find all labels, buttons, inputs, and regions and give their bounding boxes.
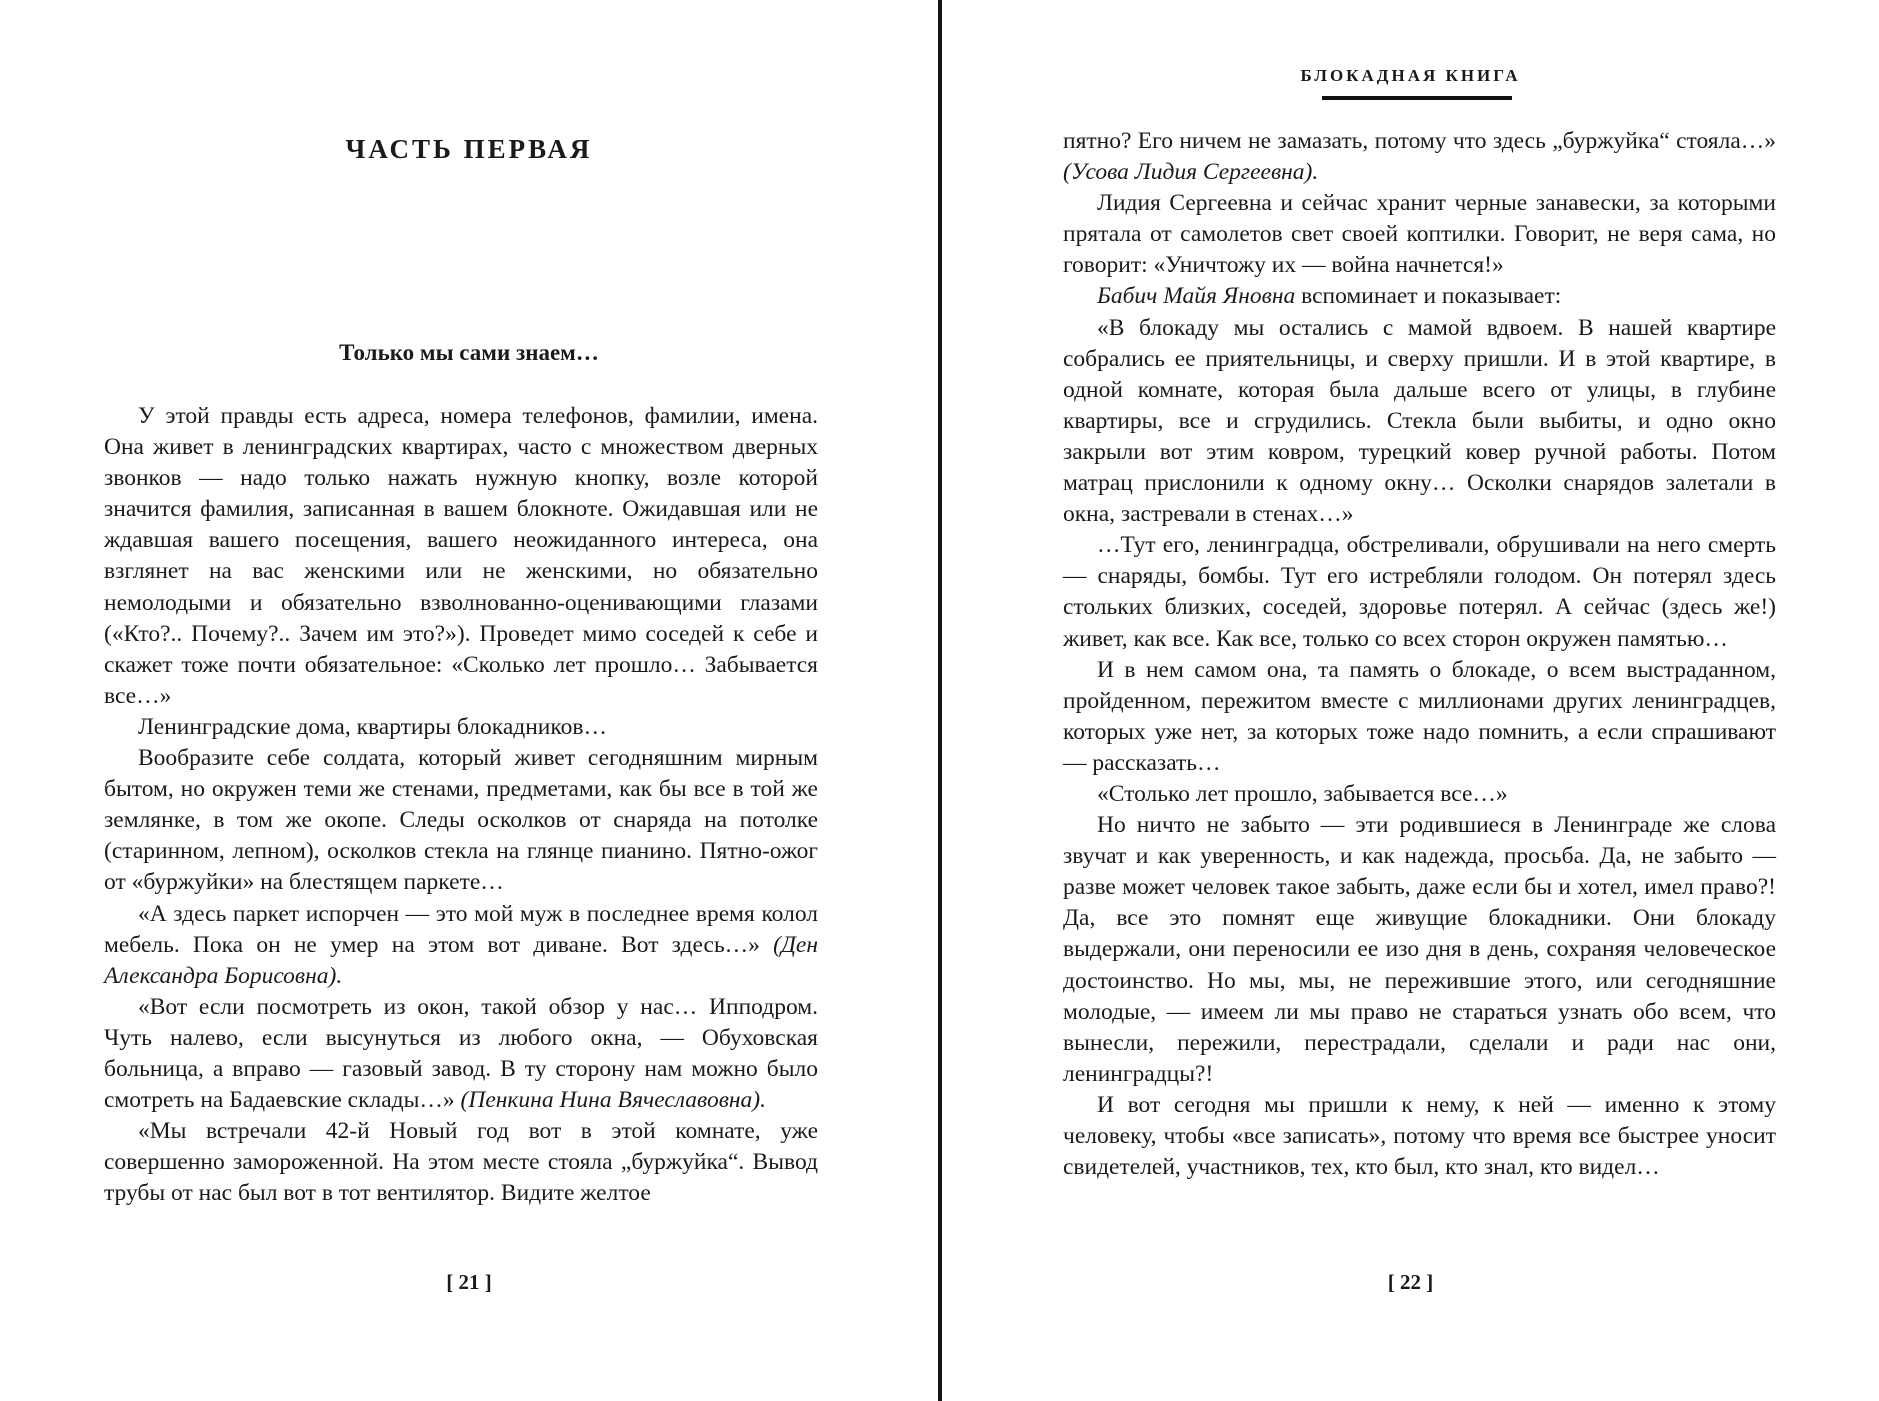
paragraph-text: «В блокаду мы остались с мамой вдвоем. В нашей квартире собрались ее приятельницы, и сверху пришли. И в этой квартире, в одной комнате, которая была дальше всего от улицы, в глубине квартиры, все и сгрудились. Стекла были выбиты, и одно окно закрыли вот этим ковром, турецкий ковер ручной работы. Потом матрац прислонили к одному окну… Осколки снарядов залетали в окна, застревали в стенах…» [1063,314,1776,528]
paragraph [1063,810,1776,1090]
running-head-rule [1322,96,1512,100]
paragraph [104,401,818,712]
attribution: (Пенкина Нина Вячеславовна). [460,1087,767,1114]
paragraph-text: «Вот если посмотреть из окон, такой обзор у нас… Ипподром. Чуть налево, если высунуться из любого окна, — Обуховская больница, а вправо — газовый завод. В ту сторону нам можно было смотреть на Бадаевские склады…» [104,993,818,1114]
paragraph-text: Но ничто не забыто — эти родившиеся в Ленинграде же слова звучат и как уверенность, и как надежда, просьба. Да, не забыто — разве может человек такое забыть, даже если бы и хотел, имел право?! Да, все это помнят еще живущие блокадники. Они блокаду выдержали, они переносили ее изо дня в день, сохраняя человеческое достоинство. Но мы, мы, не пережившие этого, или сегодняшние молодые, — имеем ли мы право не стараться узнать обо всем, что вынесли, пережили, перестрадали, сделали и ради нас они, ленинградцы?! [1063,812,1776,1087]
paragraph [104,1116,818,1209]
paragraph [1063,1090,1776,1183]
paragraph-text: …Тут его, ленинградца, обстреливали, обрушивали на него смерть — снаряды, бомбы. Тут его истребляли голодом. Он потерял здесь стольких близких, соседей, здоровье потерял. А сейчас (здесь же!) живет, как все. Как все, только со всех сторон окружен памятью… [1063,532,1776,652]
page-number-right: [ 22 ] [1387,1270,1434,1294]
italic-name: Бабич Майя Яновна [1097,283,1296,310]
paragraph-text: Ленинградские дома, квартиры блокадников… [138,713,607,740]
paragraph [1063,779,1776,810]
paragraph [1063,126,1776,188]
paragraph [104,743,818,898]
attribution: (Ден Александра Борисовна). [104,931,818,989]
right-page-body [1063,126,1776,1183]
left-page-body [104,401,818,1209]
paragraph [1063,281,1776,312]
attribution: (Усова Лидия Сергеевна). [1063,159,1319,186]
paragraph [1063,655,1776,779]
paragraph-text: «Столько лет прошло, забывается все…» [1097,780,1508,807]
paragraph [104,992,818,1116]
paragraph [104,899,818,992]
chapter-title: Только мы сами знаем… [339,340,599,365]
paragraph-text: И в нем самом она, та память о блокаде, о всем выстраданном, пройденном, пережитом вместе с миллионами других ленинградцев, которых уже нет, за которых тоже надо помнить, а если спрашивают — рассказать… [1063,656,1776,776]
paragraph-text: У этой правды есть адреса, номера телефонов, фамилии, имена. Она живет в ленинградских квартирах, часто с множеством дверных звонков — надо только нажать нужную кнопку, возле которой значится фамилия, записанная в вашем блокноте. Ожидавшая или не ждавшая вашего посещения, вашего неожиданного интереса, она взглянет на вас женскими или не женскими, но обязательно немолодыми и обязательно взволнованно-оценивающими глазами («Кто?.. Почему?.. Зачем им это?»). Проведет мимо соседей к себе и скажет тоже почти обязательное: «Сколько лет прошло… Забывается все…» [104,403,818,709]
paragraph-text: «Мы встречали 42-й Новый год вот в этой комнате, уже совершенно замороженной. На этом месте стояла „буржуйка“. Вывод трубы от нас был вот в тот вентилятор. Видите желтое [104,1118,818,1207]
left-page [0,0,938,1401]
paragraph [1063,188,1776,281]
page-number-left: [ 21 ] [446,1270,492,1294]
paragraph-text: И вот сегодня мы пришли к нему, к ней — именно к этому человеку, чтобы «все записать», потому что время все быстрее уносит свидетелей, участников, тех, кто был, кто знал, кто видел… [1063,1091,1776,1181]
paragraph-text: Лидия Сергеевна и сейчас хранит черные занавески, за которыми прятала от самолетов свет своей коптилки. Говорит, не веря сама, но говорит: «Уничтожу их — война начнется!» [1063,190,1776,279]
paragraph-text: вспоминает и показывает: [1295,283,1562,310]
paragraph-text: Вообразите себе солдата, который живет сегодняшним мирным бытом, но окружен теми же стенами, предметами, как бы все в той же землянке, в том же окопе. Следы осколков от снаряда на потолке (старинном, лепном), осколков стекла на глянце пианино. Пятно-ожог от «буржуйки» на блестящем паркете… [104,745,818,896]
paragraph [1063,313,1776,531]
paragraph [104,712,818,743]
paragraph-text: «А здесь паркет испорчен — это мой муж в последнее время колол мебель. Пока он не умер на этом вот диване. Вот здесь…» [104,900,818,958]
paragraph [1063,530,1776,654]
part-title: ЧАСТЬ ПЕРВАЯ [345,134,593,164]
right-page [942,0,1879,1401]
running-head: БЛОКАДНАЯ КНИГА [1300,66,1521,85]
paragraph-text: пятно? Его ничем не замазать, потому что здесь „буржуйка“ стояла…» [1063,128,1776,154]
